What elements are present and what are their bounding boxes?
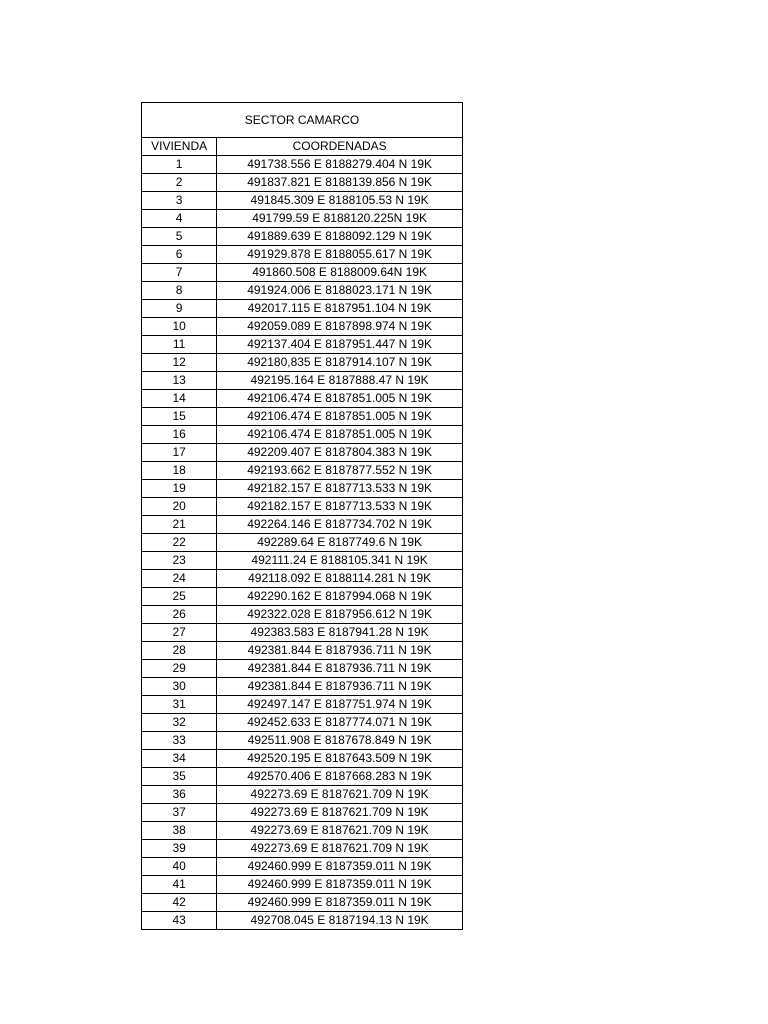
table-row: [142, 390, 463, 408]
coordinate-value: 492137.404 E 8187951.447 N 19K: [217, 336, 463, 354]
table-row: [142, 858, 463, 876]
vivienda-header: VIVIENDA: [142, 138, 217, 156]
vivienda-number: 19: [142, 480, 217, 498]
vivienda-number: 23: [142, 552, 217, 570]
coordinate-value: 492322.028 E 8187956.612 N 19K: [217, 606, 463, 624]
vivienda-number: 18: [142, 462, 217, 480]
coordinate-value: 491738.556 E 8188279.404 N 19K: [217, 156, 463, 174]
vivienda-number: 4: [142, 210, 217, 228]
coordinate-value: 492290.162 E 8187994.068 N 19K: [217, 588, 463, 606]
table-row: [142, 768, 463, 786]
table-row: [142, 174, 463, 192]
vivienda-number: 21: [142, 516, 217, 534]
coordinate-value: 492383.583 E 8187941.28 N 19K: [217, 624, 463, 642]
vivienda-number: 31: [142, 696, 217, 714]
table-row: [142, 876, 463, 894]
vivienda-number: 24: [142, 570, 217, 588]
table-row: [142, 192, 463, 210]
table-row: [142, 462, 463, 480]
table-row: [142, 246, 463, 264]
coordinate-value: 492497.147 E 8187751.974 N 19K: [217, 696, 463, 714]
coordinate-value: 492460.999 E 8187359.011 N 19K: [217, 876, 463, 894]
vivienda-number: 43: [142, 912, 217, 930]
coordinate-value: 491924.006 E 8188023.171 N 19K: [217, 282, 463, 300]
coordinate-value: 491845.309 E 8188105.53 N 19K: [217, 192, 463, 210]
coordinate-value: 492106.474 E 8187851.005 N 19K: [217, 408, 463, 426]
table-row: [142, 264, 463, 282]
vivienda-number: 42: [142, 894, 217, 912]
vivienda-number: 34: [142, 750, 217, 768]
sector-title: SECTOR CAMARCO: [142, 103, 463, 138]
vivienda-number: 33: [142, 732, 217, 750]
table-row: [142, 228, 463, 246]
table-row: [142, 444, 463, 462]
coordinate-value: 491799.59 E 8188120.225N 19K: [217, 210, 463, 228]
vivienda-number: 41: [142, 876, 217, 894]
vivienda-number: 8: [142, 282, 217, 300]
vivienda-number: 5: [142, 228, 217, 246]
table-row: [142, 750, 463, 768]
table-row: [142, 480, 463, 498]
table-row: [142, 516, 463, 534]
vivienda-number: 35: [142, 768, 217, 786]
table-row: [142, 678, 463, 696]
table-row: [142, 606, 463, 624]
coordinate-value: 492059.089 E 8187898.974 N 19K: [217, 318, 463, 336]
vivienda-number: 39: [142, 840, 217, 858]
coordinate-value: 492106.474 E 8187851.005 N 19K: [217, 390, 463, 408]
coordinate-value: 492180,835 E 8187914.107 N 19K: [217, 354, 463, 372]
table-row: [142, 156, 463, 174]
table-row: [142, 570, 463, 588]
coordinate-value: 492209.407 E 8187804.383 N 19K: [217, 444, 463, 462]
coordinate-value: 492289.64 E 8187749.6 N 19K: [217, 534, 463, 552]
table-row: [142, 696, 463, 714]
vivienda-number: 30: [142, 678, 217, 696]
coordinate-value: 492708.045 E 8187194.13 N 19K: [217, 912, 463, 930]
coordinate-value: 492273.69 E 8187621.709 N 19K: [217, 840, 463, 858]
vivienda-number: 29: [142, 660, 217, 678]
vivienda-number: 20: [142, 498, 217, 516]
coordinate-value: 492273.69 E 8187621.709 N 19K: [217, 786, 463, 804]
table-row: [142, 282, 463, 300]
table-row: [142, 732, 463, 750]
table-row: [142, 894, 463, 912]
coordinate-value: 492111.24 E 8188105.341 N 19K: [217, 552, 463, 570]
table-row: [142, 354, 463, 372]
vivienda-number: 10: [142, 318, 217, 336]
coordinates-table: [141, 102, 463, 930]
table-body: [142, 103, 463, 930]
vivienda-number: 37: [142, 804, 217, 822]
coordinate-value: 492452.633 E 8187774.071 N 19K: [217, 714, 463, 732]
title-row: [142, 103, 463, 138]
table-row: [142, 498, 463, 516]
vivienda-number: 15: [142, 408, 217, 426]
table-row: [142, 804, 463, 822]
vivienda-number: 27: [142, 624, 217, 642]
coordinate-value: 492264.146 E 8187734.702 N 19K: [217, 516, 463, 534]
vivienda-number: 32: [142, 714, 217, 732]
vivienda-number: 3: [142, 192, 217, 210]
vivienda-number: 38: [142, 822, 217, 840]
coordenadas-header: COORDENADAS: [217, 138, 463, 156]
coordinate-value: 492520.195 E 8187643.509 N 19K: [217, 750, 463, 768]
vivienda-number: 14: [142, 390, 217, 408]
vivienda-number: 17: [142, 444, 217, 462]
vivienda-number: 28: [142, 642, 217, 660]
table-row: [142, 534, 463, 552]
vivienda-number: 9: [142, 300, 217, 318]
table-row: [142, 210, 463, 228]
vivienda-number: 7: [142, 264, 217, 282]
coordinate-value: 491837.821 E 8188139.856 N 19K: [217, 174, 463, 192]
table-row: [142, 840, 463, 858]
coordinate-value: 492193.662 E 8187877.552 N 19K: [217, 462, 463, 480]
coordinate-value: 492273.69 E 8187621.709 N 19K: [217, 804, 463, 822]
coordinate-value: 491929.878 E 8188055.617 N 19K: [217, 246, 463, 264]
vivienda-number: 25: [142, 588, 217, 606]
vivienda-number: 12: [142, 354, 217, 372]
table-row: [142, 786, 463, 804]
table-row: [142, 822, 463, 840]
coordinate-value: 492106.474 E 8187851.005 N 19K: [217, 426, 463, 444]
coordinate-value: 492195.164 E 8187888.47 N 19K: [217, 372, 463, 390]
vivienda-number: 13: [142, 372, 217, 390]
table-row: [142, 714, 463, 732]
vivienda-number: 22: [142, 534, 217, 552]
table-row: [142, 588, 463, 606]
table-row: [142, 426, 463, 444]
table-row: [142, 300, 463, 318]
coordinate-value: 492182.157 E 8187713.533 N 19K: [217, 498, 463, 516]
table-row: [142, 318, 463, 336]
coordinate-value: 492182.157 E 8187713.533 N 19K: [217, 480, 463, 498]
coordinate-value: 492273.69 E 8187621.709 N 19K: [217, 822, 463, 840]
vivienda-number: 40: [142, 858, 217, 876]
coordinate-value: 491860.508 E 8188009.64N 19K: [217, 264, 463, 282]
table-row: [142, 624, 463, 642]
vivienda-number: 6: [142, 246, 217, 264]
coordinate-value: 492511.908 E 8187678.849 N 19K: [217, 732, 463, 750]
coordinate-value: 492118.092 E 8188114.281 N 19K: [217, 570, 463, 588]
coordinate-value: 492460.999 E 8187359.011 N 19K: [217, 894, 463, 912]
coordinate-value: 492381.844 E 8187936.711 N 19K: [217, 642, 463, 660]
header-row: [142, 138, 463, 156]
coordinate-value: 492017.115 E 8187951.104 N 19K: [217, 300, 463, 318]
table-row: [142, 372, 463, 390]
coordinate-value: 492570.406 E 8187668.283 N 19K: [217, 768, 463, 786]
table-row: [142, 642, 463, 660]
coordinate-value: 492381.844 E 8187936.711 N 19K: [217, 660, 463, 678]
vivienda-number: 11: [142, 336, 217, 354]
table-row: [142, 660, 463, 678]
vivienda-number: 2: [142, 174, 217, 192]
coordinate-value: 491889.639 E 8188092.129 N 19K: [217, 228, 463, 246]
vivienda-number: 16: [142, 426, 217, 444]
vivienda-number: 26: [142, 606, 217, 624]
table-row: [142, 552, 463, 570]
table-row: [142, 408, 463, 426]
coordinate-value: 492460.999 E 8187359.011 N 19K: [217, 858, 463, 876]
table-row: [142, 912, 463, 930]
vivienda-number: 1: [142, 156, 217, 174]
table-row: [142, 336, 463, 354]
coordinate-value: 492381.844 E 8187936.711 N 19K: [217, 678, 463, 696]
vivienda-number: 36: [142, 786, 217, 804]
